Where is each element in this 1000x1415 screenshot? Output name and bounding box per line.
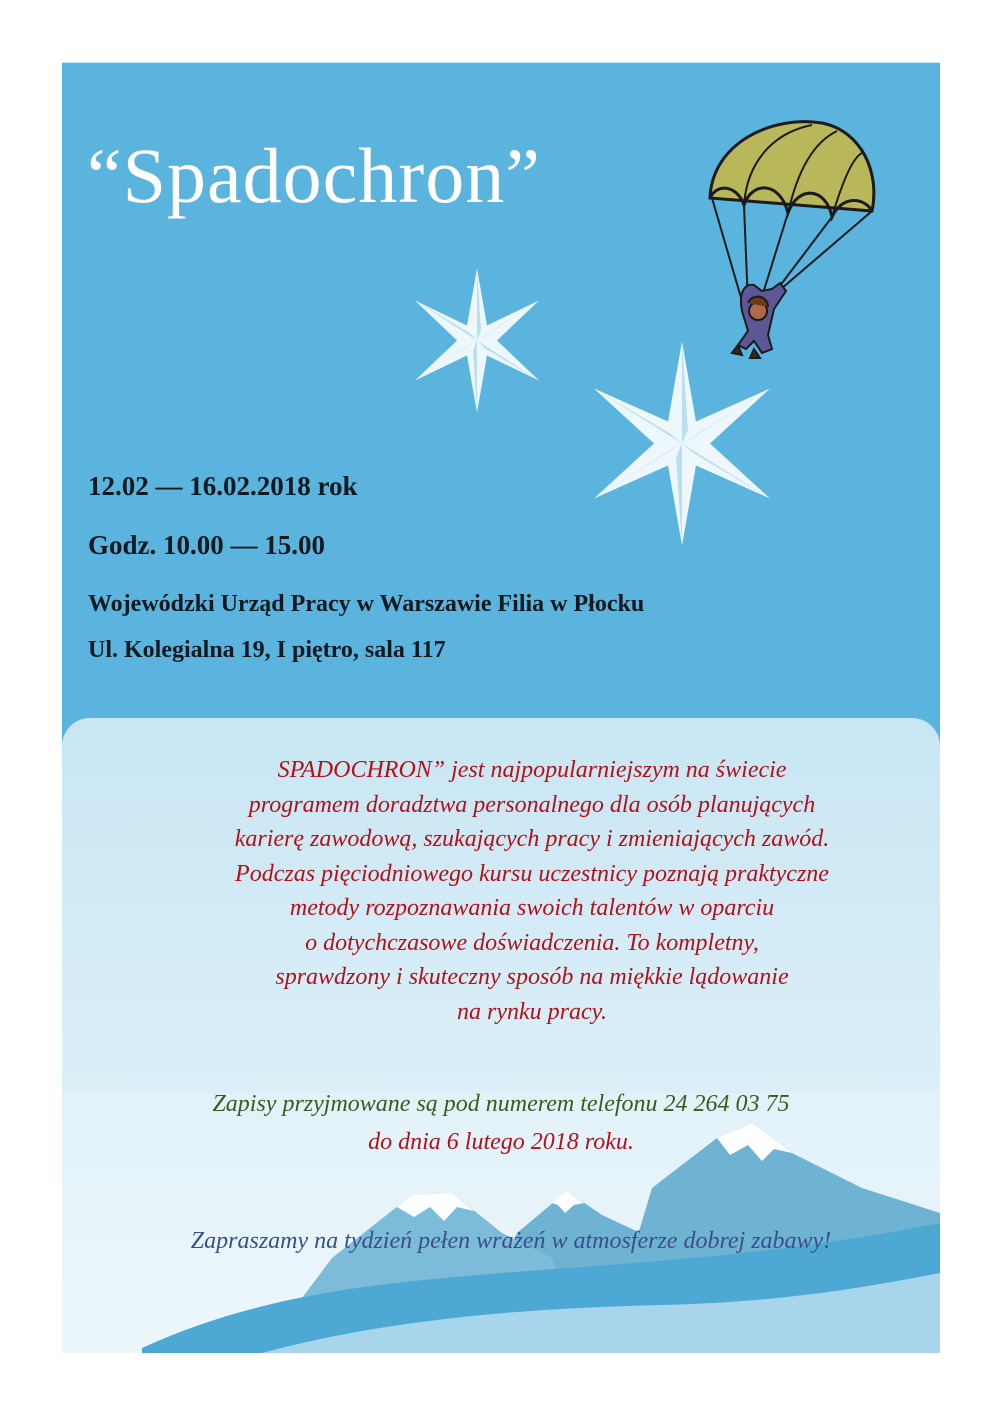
event-institution: Wojewódzki Urząd Pracy w Warszawie Filia w Płocku (88, 591, 645, 617)
description-line: sprawdzony i skuteczny sposób na miękkie lądowanie (275, 964, 789, 990)
star-icon (582, 341, 782, 546)
description-line: na rynku pracy. (457, 998, 607, 1025)
description-line: metody rozpoznawania swoich talentów w oparciu (289, 895, 775, 921)
invitation-text: Zapraszamy na tydzień pełen wrażeń w atmosferze dobrej zabawy! (190, 1228, 832, 1254)
poster (62, 62, 940, 1353)
star-icon (407, 268, 547, 413)
program-description (132, 753, 932, 1029)
description-line: programem doradztwa personalnego dla osób planujących (248, 791, 816, 818)
description-line: o dotychczasowe doświadczenia. To kompletny, (305, 929, 759, 956)
description-line: SPADOCHRON” jest najpopularniejszym na świecie (277, 757, 787, 783)
signup-phone: Zapisy przyjmowane są pod numerem telefonu 24 264 03 75 (212, 1091, 790, 1117)
description-line: karierę zawodową, szukających pracy i zmieniających zawód. (234, 826, 830, 852)
event-dates: 12.02 — 16.02.2018 rok (88, 471, 358, 501)
parachutist-icon (702, 113, 882, 358)
page-title: “Spadochron” (87, 132, 541, 219)
mountains-illustration (62, 1083, 940, 1353)
event-hours: Godz. 10.00 — 15.00 (88, 530, 326, 560)
signup-deadline: do dnia 6 lutego 2018 roku. (368, 1129, 634, 1155)
event-address: Ul. Kolegialna 19, I piętro, sala 117 (88, 637, 446, 663)
description-line: Podczas pięciodniowego kursu uczestnicy poznają praktyczne (235, 860, 829, 887)
